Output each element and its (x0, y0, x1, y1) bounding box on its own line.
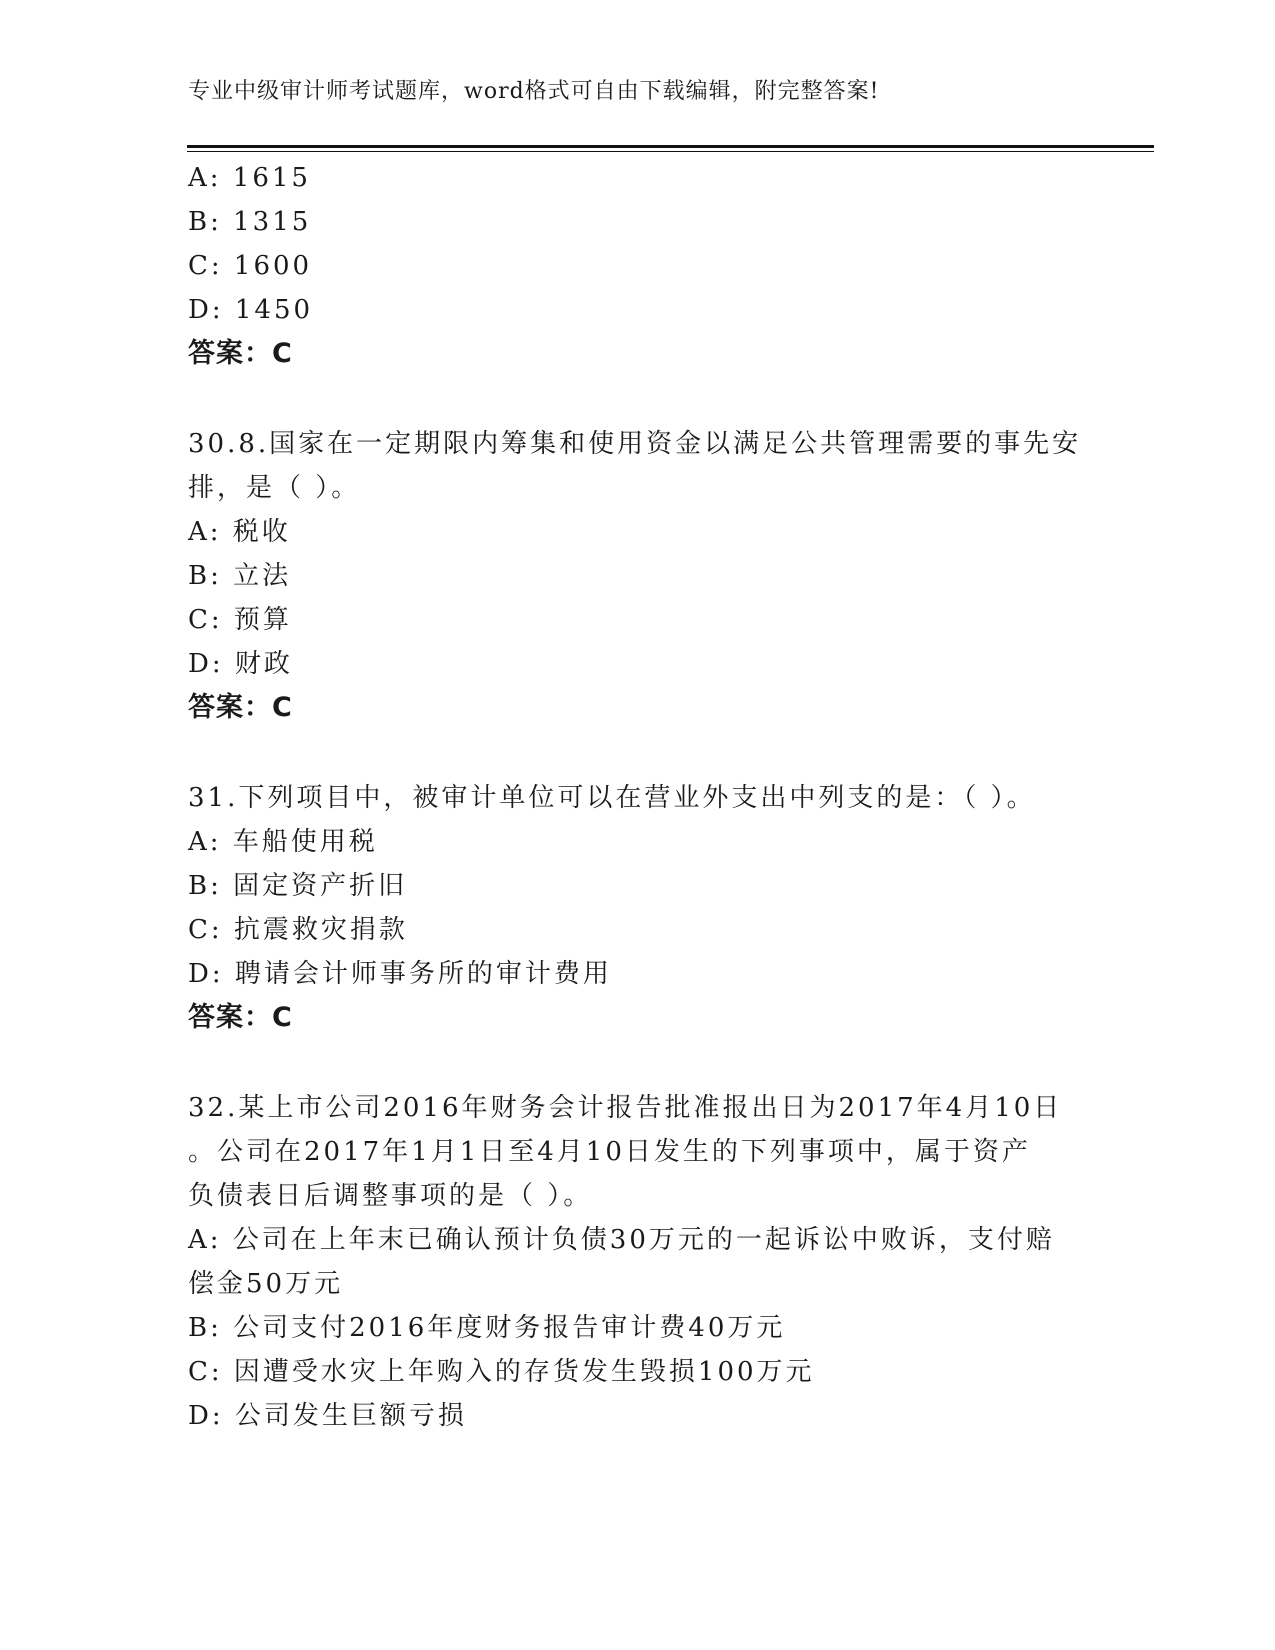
header-rule-thick (187, 145, 1154, 148)
q29-answer: 答案：C (188, 338, 293, 369)
q30-option-a: A: 税收 (188, 517, 291, 547)
q32-option-b: B: 公司支付2016年度财务报告审计费40万元 (188, 1313, 786, 1343)
q32-stem-line2: 。公司在2017年1月1日至4月10日发生的下列事项中，属于资产 (188, 1137, 1031, 1167)
q29-option-d: D: 1450 (188, 295, 314, 325)
q30-answer: 答案：C (188, 692, 293, 723)
q30-option-b: B: 立法 (188, 561, 292, 591)
q31-option-d: D: 聘请会计师事务所的审计费用 (188, 959, 612, 989)
q32-option-a-line2: 偿金50万元 (188, 1269, 344, 1299)
page-header: 专业中级审计师考试题库，word格式可自由下载编辑，附完整答案! (188, 79, 880, 104)
q32-option-a-line1: A: 公司在上年末已确认预计负债30万元的一起诉讼中败诉，支付赔 (188, 1225, 1055, 1255)
q31-option-c: C: 抗震救灾捐款 (188, 915, 408, 945)
q30-option-d: D: 财政 (188, 649, 293, 679)
q32-stem-line3: 负债表日后调整事项的是（ ）。 (188, 1181, 593, 1211)
q32-option-c: C: 因遭受水灾上年购入的存货发生毁损100万元 (188, 1357, 815, 1387)
q29-option-c: C: 1600 (188, 251, 313, 281)
header-rule-thin (187, 151, 1154, 152)
q32-stem-line1: 32.某上市公司2016年财务会计报告批准报出日为2017年4月10日 (188, 1093, 1063, 1123)
q32-option-d: D: 公司发生巨额亏损 (188, 1401, 467, 1431)
q30-stem-line1: 30.8.国家在一定期限内筹集和使用资金以满足公共管理需要的事先安 (188, 429, 1082, 459)
q31-answer: 答案：C (188, 1002, 293, 1033)
q31-option-b: B: 固定资产折旧 (188, 871, 408, 901)
q29-option-b: B: 1315 (188, 207, 312, 237)
q31-option-a: A: 车船使用税 (188, 827, 378, 857)
q31-stem-line1: 31.下列项目中，被审计单位可以在营业外支出中列支的是：（ ）。 (188, 783, 1036, 813)
q29-option-a: A: 1615 (188, 163, 311, 193)
q30-option-c: C: 预算 (188, 605, 292, 635)
q30-stem-line2: 排，是（ ）。 (188, 473, 361, 503)
